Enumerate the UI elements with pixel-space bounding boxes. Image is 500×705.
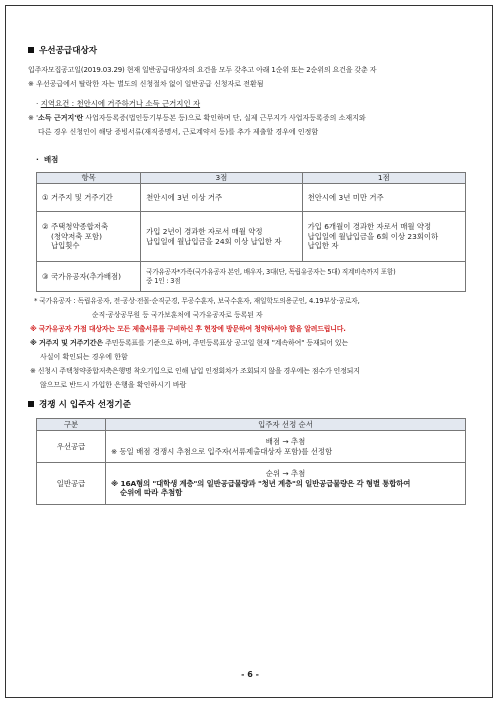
general-supply-order: 순위 → 추첨 ※ 16A형의 "대학생 계층"의 일반공급물량과 "청년 계층"의 일반공급물량은 각 형별 통합하여 순위에 따라 추첨함 [106, 463, 466, 505]
row3-item: ③ 국가유공자(추가배점) [37, 262, 141, 292]
score-heading: · 배점 [36, 155, 59, 164]
priority-supply-order: 배점 → 추첨 ※ 동일 배점 경쟁시 추첨으로 입주자(서류제출대상자 포함)를 선정함 [106, 431, 466, 463]
row3-text: 국가유공자*가족(국가유공자 본인, 배우자, 3대(단, 독립유공자는 5대) 직계비속까지 포함) 중 1인 : 3점 [141, 262, 466, 292]
score-table [36, 172, 466, 292]
row2-3pt: 가입 2년이 경과한 자로서 매월 약정 납입일에 월납입금을 24회 이상 납입한 자 [141, 212, 302, 262]
header-3pt: 3점 [141, 173, 302, 184]
general-supply-label: 일반공급 [37, 463, 106, 505]
priority-supply-label: 우선공급 [37, 431, 106, 463]
row1-item: ① 거주지 및 거주기간 [37, 184, 141, 212]
header-category: 구분 [37, 419, 106, 431]
header-order: 입주자 선정 순서 [106, 419, 466, 431]
veteran-footnote-line2: 순직·공상공무원 등 국가보훈처에 국가유공자로 등록된 자 [92, 311, 263, 319]
table-row [37, 184, 466, 212]
header-item: 항목 [37, 173, 141, 184]
row2-1pt: 가입 6개월이 경과한 자로서 매월 약정 납입일에 월납입금을 6회 이상 23회이하 납입한 자 [302, 212, 465, 262]
priority-eligibility-line: 입주자모집공고일(2019.03.29) 현재 일반공급대상자의 요건을 모두 갖추고 아래 1순위 또는 2순위의 요건을 갖춘 자 [28, 66, 377, 74]
income-base-note-line2: 다른 경우 신청인이 해당 증빙서류(재직증명서, 근로계약서 등)를 추가 제출할 경우에 인정함 [38, 128, 319, 136]
residence-note-line1: ※ 거주지 및 거주기간은 주민등록표를 기준으로 하며, 주민등록표상 공고일 현재 "계속하여" 등재되어 있는 [30, 339, 349, 347]
bank-note-line1: ※ 신청시 주택청약종합저축은행명 착오기입으로 인해 납입 인정회차가 조회되지 않을 경우에는 점수가 인정되지 [30, 367, 360, 375]
table-row [37, 431, 466, 463]
veteran-visit-warning: ※ 국가유공자 가점 대상자는 모든 제출서류를 구비하신 후 현장에 방문하여 청약하셔야 함을 알려드립니다. [30, 325, 346, 333]
region-requirement: · 지역요건 : 천안시에 거주하거나 소득 근거지인 자 [36, 99, 201, 108]
table-row [37, 463, 466, 505]
score-table-header [37, 173, 466, 184]
row2-item: ② 주택청약종합저축 (청약저축 포함) 납입횟수 [37, 212, 141, 262]
income-base-note-line1: ※ '소득 근거지'란 사업자등록증(법인등기부등본 등)으로 확인하며 단, 실제 근무지가 사업자등록증의 소재지와 [28, 114, 366, 122]
row1-1pt: 천안시에 3년 미만 거주 [302, 184, 465, 212]
criteria-table-header [37, 419, 466, 431]
section-heading-competition: 경쟁 시 입주자 선정기준 [28, 400, 131, 412]
header-1pt: 1점 [302, 173, 465, 184]
page-number: - 6 - [241, 670, 259, 679]
square-bullet-icon [28, 401, 34, 407]
bank-note-line2: 않으므로 반드시 가입한 은행을 확인하시기 바람 [40, 381, 187, 389]
row1-3pt: 천안시에 3년 이상 거주 [141, 184, 302, 212]
priority-transfer-note: ※ 우선공급에서 탈락한 자는 별도의 신청절차 없이 일반공급 신청자로 전환됨 [28, 80, 264, 88]
table-row [37, 212, 466, 262]
residence-note-line2: 사실이 확인되는 경우에 한함 [40, 353, 128, 361]
section-heading-priority-supply: 우선공급대상자 [28, 46, 97, 58]
selection-criteria-table [36, 418, 466, 505]
table-row [37, 262, 466, 292]
square-bullet-icon [28, 47, 34, 53]
veteran-footnote-line1: * 국가유공자 : 독립유공자, 전·공상·전몰·순직군경, 무공수훈자, 보국수훈자, 재일학도의용군인, 4.19부상·공로자, [34, 297, 360, 305]
